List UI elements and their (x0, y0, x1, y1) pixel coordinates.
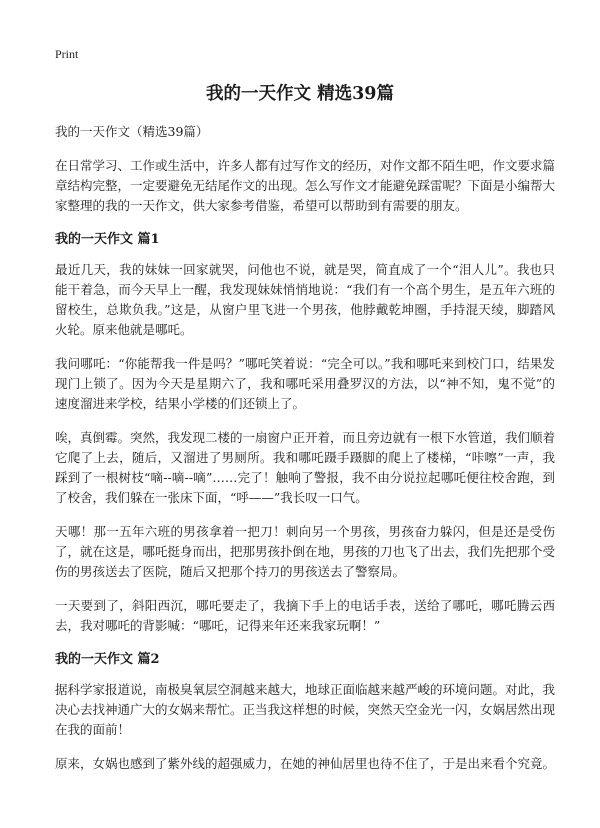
section-heading: 我的一天作文 篇2 (55, 652, 160, 667)
paragraph: 一天要到了，斜阳西沉，哪吒要走了，我摘下手上的电话手表，送给了哪吒，哪吒腾云西去，我对哪吒的背影喊：“哪吒，记得来年还来我家玩啊！” (55, 598, 555, 633)
document-body (55, 122, 555, 788)
paragraph: 唉，真倒霉。突然，我发现二楼的一扇窗户正开着，而且旁边就有一根下水管道，我们顺着它爬了上去，随后，又溜进了男厕所。我和哪吒蹑手蹑脚的爬上了楼梯，“咔嚓”一声，我踩到了一根树枝“嘀--嘀--嘀”……完了！触响了警报，我不由分说拉起哪吒便往校舍跑，到了校舍，我们躲在一张床下面，“呼——”我长叹一口气。 (55, 430, 556, 505)
paragraph: 我问哪吒：“你能帮我一件是吗？”哪吒笑着说：“完全可以。”我和哪吒来到校门口，结果发现门上锁了。因为今天是星期六了，我和哪吒采用叠罗汉的方法，以“神不知，鬼不觉”的速度溜进来学校，结果小学楼的们还锁上了。 (55, 356, 555, 411)
paragraph: 原来，女娲也感到了紫外线的超强威力，在她的神仙居里也待不住了，于是出来看个究竟。 (55, 756, 556, 771)
intro-paragraph: 在日常学习、工作或生活中，许多人都有过写作文的经历，对作文都不陌生吧，作文要求篇章结构完整，一定要避免无结尾作文的出现。怎么写作文才能避免踩雷呢？下面是小编帮大家整理的我的一天作文，供大家参考借鉴，希望可以帮助到有需要的朋友。 (55, 158, 556, 213)
paragraph: 最近几天，我的妹妹一回家就哭，问他也不说，就是哭，简直成了一个“泪人儿”。我也只能干着急，而今天早上一醒，我发现妹妹悄悄地说：“我们有一个高个男生，是五年六班的留校生，总欺负我。”这是，从窗户里飞进一个男孩，他脖戴乾坤圈，手持混天绫，脚踏风火轮。原来他就是哪吒。 (55, 262, 555, 337)
paragraph: 天哪！那一五年六班的男孩拿着一把刀！刺向另一个男孩，男孩奋力躲闪，但是还是受伤了，就在这是，哪吒挺身而出，把那男孩扑倒在地，男孩的刀也飞了出去，我们先把那个受伤的男孩送去了医院，随后又把那个持刀的男孩送去了警察局。 (55, 524, 556, 579)
page-title: 我的一天作文 精选39篇 (206, 84, 394, 104)
section-heading: 我的一天作文 篇1 (55, 232, 160, 247)
paragraph: 据科学家报道说，南极臭氧层空洞越来越大，地球正面临越来越严峻的环境问题。对此，我决心去找神通广大的女娲来帮忙。正当我这样想的时候，突然天空金光一闪，女娲居然出现在我的面前！ (55, 682, 556, 737)
print-link[interactable]: Print (55, 47, 79, 61)
document-subtitle: 我的一天作文（精选39篇） (55, 124, 209, 139)
